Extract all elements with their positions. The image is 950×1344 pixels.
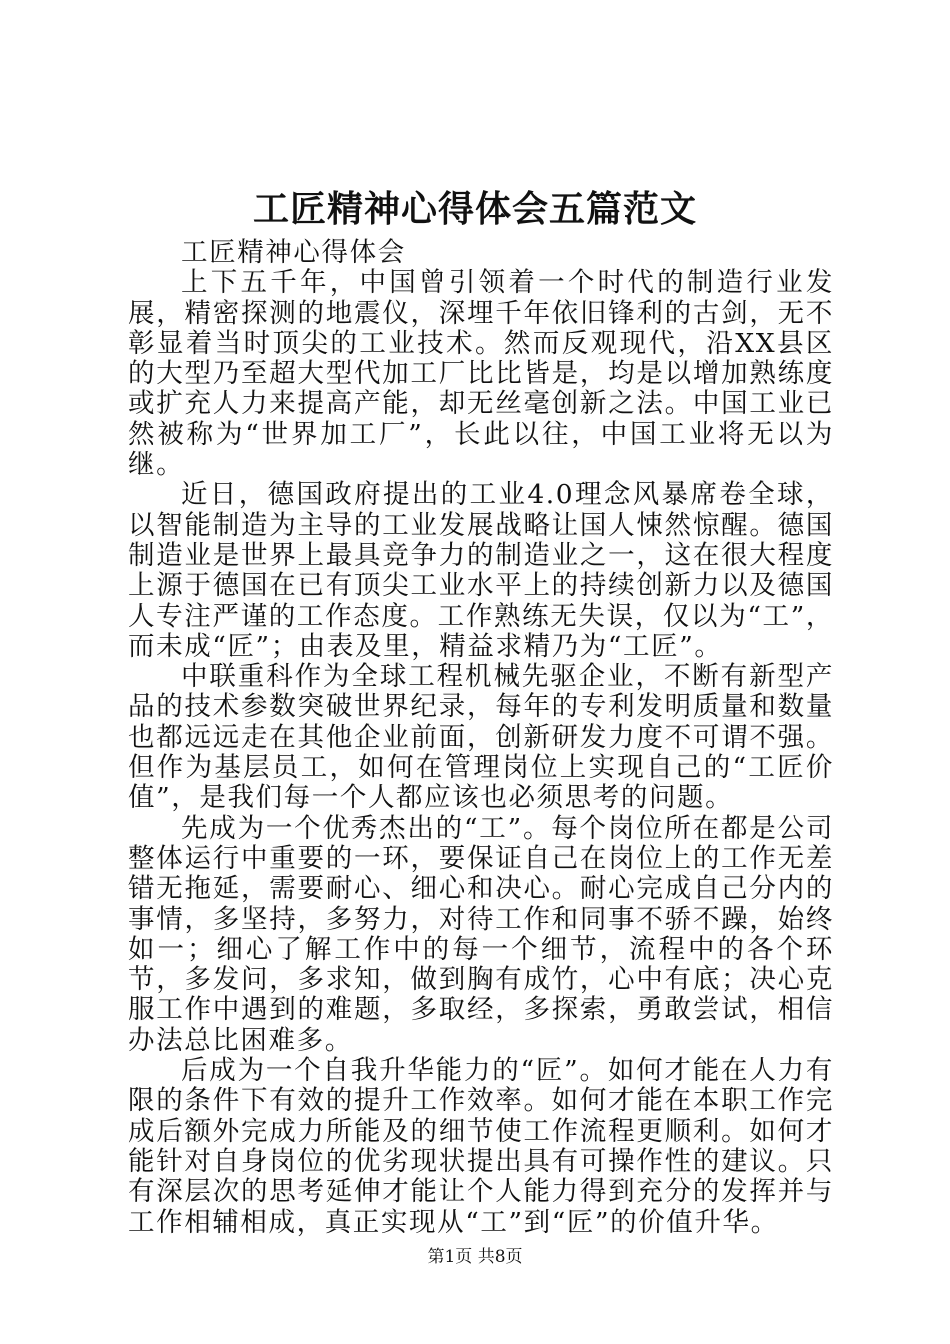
- body-paragraph: 中联重科作为全球工程机械先驱企业，不断有新型产品的技术参数突破世界纪录，每年的专利发明质量和数量也都远远走在其他企业前面，创新研发力度不可谓不强。但作为基层员工，如何在管理岗位上实现自己的“工匠价值”，是我们每一个人都应该也必须思考的问题。: [128, 661, 834, 814]
- body-paragraph: 后成为一个自我升华能力的“匠”。如何才能在人力有限的条件下有效的提升工作效率。如何才能在本职工作完成后额外完成力所能及的细节使工作流程更顺利。如何才能针对自身岗位的优劣现状提出具有可操作性的建议。只有深层次的思考延伸才能让个人能力得到充分的发挥并与工作相辅相成，真正实现从“工”到“匠”的价值升华。: [128, 1055, 834, 1238]
- body-paragraph: 先成为一个优秀杰出的“工”。每个岗位所在都是公司整体运行中重要的一环，要保证自己在岗位上的工作无差错无拖延，需要耐心、细心和决心。耐心完成自己分内的事情，多坚持，多努力，对待工作和同事不骄不躁，始终如一；细心了解工作中的每一个细节，流程中的各个环节，多发问，多求知，做到胸有成竹，心中有底；决心克服工作中遇到的难题，多取经，多探索，勇敢尝试，相信办法总比困难多。: [128, 812, 834, 1056]
- page-number-footer: 第1页 共8页: [427, 1247, 523, 1267]
- body-paragraph: 近日，德国政府提出的工业4.0理念风暴席卷全球，以智能制造为主导的工业发展战略让国人悚然惊醒。德国制造业是世界上最具竞争力的制造业之一，这在很大程度上源于德国在已有顶尖工业水平上的持续创新力以及德国人专注严谨的工作态度。工作熟练无失误，仅以为“工”，而未成“匠”；由表及里，精益求精乃为“工匠”。: [128, 479, 834, 662]
- document-body: [128, 238, 834, 1238]
- body-paragraph: 上下五千年，中国曾引领着一个时代的制造行业发展，精密探测的地震仪，深埋千年依旧锋利的古剑，无不彰显着当时顶尖的工业技术。然而反观现代，沿XX县区的大型乃至超大型代加工厂比比皆是，均是以增加熟练度或扩充人力来提高产能，却无丝毫创新之法。中国工业已然被称为“世界加工厂”，长此以往，中国工业将无以为继。: [128, 267, 834, 481]
- subheading-paragraph: 工匠精神心得体会: [181, 237, 406, 268]
- document-title: 工匠精神心得体会五篇范文: [252, 189, 697, 230]
